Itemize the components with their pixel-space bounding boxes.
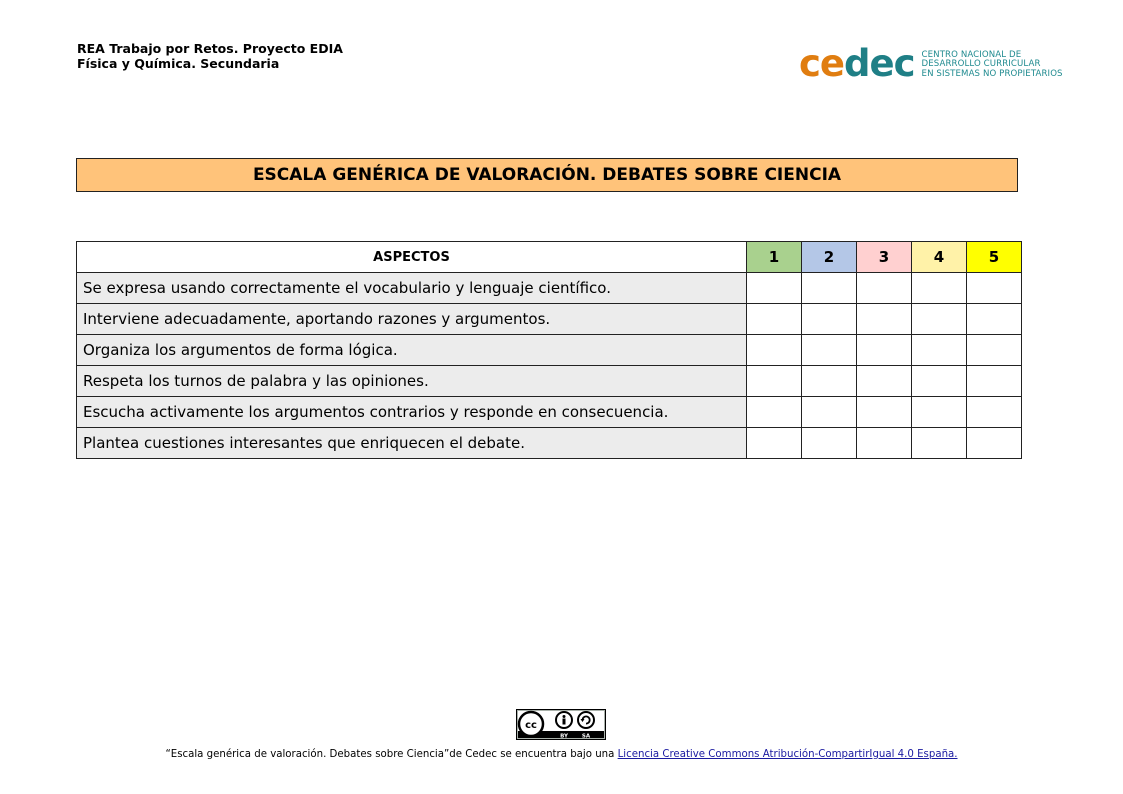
- score-cell[interactable]: [747, 304, 802, 335]
- score-cell[interactable]: [967, 428, 1022, 459]
- svg-text:cc: cc: [525, 720, 537, 731]
- aspect-cell: Interviene adecuadamente, aportando razones y argumentos.: [77, 304, 747, 335]
- header-line-subject: Física y Química. Secundaria: [77, 56, 280, 71]
- score-cell[interactable]: [747, 397, 802, 428]
- attribution-icon: [556, 712, 572, 728]
- score-cell[interactable]: [967, 366, 1022, 397]
- score-cell[interactable]: [802, 335, 857, 366]
- score-cell[interactable]: [912, 397, 967, 428]
- score-cell[interactable]: [747, 366, 802, 397]
- score-cell[interactable]: [802, 273, 857, 304]
- score-header-4: 4: [912, 242, 967, 273]
- score-header-5: 5: [967, 242, 1022, 273]
- table-header-row: [77, 242, 1022, 273]
- score-cell[interactable]: [967, 273, 1022, 304]
- table-row: [77, 366, 1022, 397]
- score-cell[interactable]: [802, 366, 857, 397]
- cedec-logo: [799, 44, 1063, 84]
- page-title: ESCALA GENÉRICA DE VALORACIÓN. DEBATES SOBRE CIENCIA: [76, 158, 1018, 192]
- table-row: [77, 273, 1022, 304]
- header-line-project: REA Trabajo por Retos. Proyecto EDIA: [77, 41, 343, 56]
- share-alike-icon: [578, 712, 594, 728]
- score-cell[interactable]: [967, 304, 1022, 335]
- score-cell[interactable]: [857, 273, 912, 304]
- score-cell[interactable]: [912, 428, 967, 459]
- score-cell[interactable]: [912, 273, 967, 304]
- score-cell[interactable]: [857, 397, 912, 428]
- score-header-1: 1: [747, 242, 802, 273]
- logo-word: cedec: [799, 42, 915, 85]
- table-row: [77, 304, 1022, 335]
- cc-icon: [519, 712, 543, 736]
- table-row: [77, 428, 1022, 459]
- score-cell[interactable]: [967, 335, 1022, 366]
- rating-scale-table: [76, 241, 1022, 459]
- license-link[interactable]: Licencia Creative Commons Atribución-CompartirIgual 4.0 España.: [617, 749, 958, 760]
- table-row: [77, 335, 1022, 366]
- aspect-cell: Plantea cuestiones interesantes que enriquecen el debate.: [77, 428, 747, 459]
- license-text: “Escala genérica de valoración. Debates sobre Ciencia”de Cedec se encuentra bajo una: [165, 749, 618, 760]
- aspect-cell: Respeta los turnos de palabra y las opiniones.: [77, 366, 747, 397]
- score-cell[interactable]: [857, 335, 912, 366]
- document-header: [77, 41, 343, 71]
- score-cell[interactable]: [857, 304, 912, 335]
- score-cell[interactable]: [802, 304, 857, 335]
- aspect-cell: Se expresa usando correctamente el vocabulario y lenguaje científico.: [77, 273, 747, 304]
- score-cell[interactable]: [802, 428, 857, 459]
- score-cell[interactable]: [802, 397, 857, 428]
- score-header-2: 2: [802, 242, 857, 273]
- score-cell[interactable]: [967, 397, 1022, 428]
- score-cell[interactable]: [912, 304, 967, 335]
- license-footer: [0, 749, 1123, 760]
- score-cell[interactable]: [747, 335, 802, 366]
- score-cell[interactable]: [912, 335, 967, 366]
- score-cell[interactable]: [912, 366, 967, 397]
- score-cell[interactable]: [747, 273, 802, 304]
- score-cell[interactable]: [857, 428, 912, 459]
- score-cell[interactable]: [857, 366, 912, 397]
- score-header-3: 3: [857, 242, 912, 273]
- aspect-cell: Escucha activamente los argumentos contrarios y responde en consecuencia.: [77, 397, 747, 428]
- score-cell[interactable]: [747, 428, 802, 459]
- aspect-cell: Organiza los argumentos de forma lógica.: [77, 335, 747, 366]
- table-row: [77, 397, 1022, 428]
- cc-by-sa-badge[interactable]: [516, 709, 606, 740]
- badge-sa-text: SA: [581, 733, 591, 740]
- logo-subtitle: CENTRO NACIONAL DE DESARROLLO CURRICULAR EN SISTEMAS NO PROPIETARIOS: [921, 49, 1063, 79]
- aspects-column-header: ASPECTOS: [77, 242, 747, 273]
- badge-by-text: BY: [560, 733, 568, 740]
